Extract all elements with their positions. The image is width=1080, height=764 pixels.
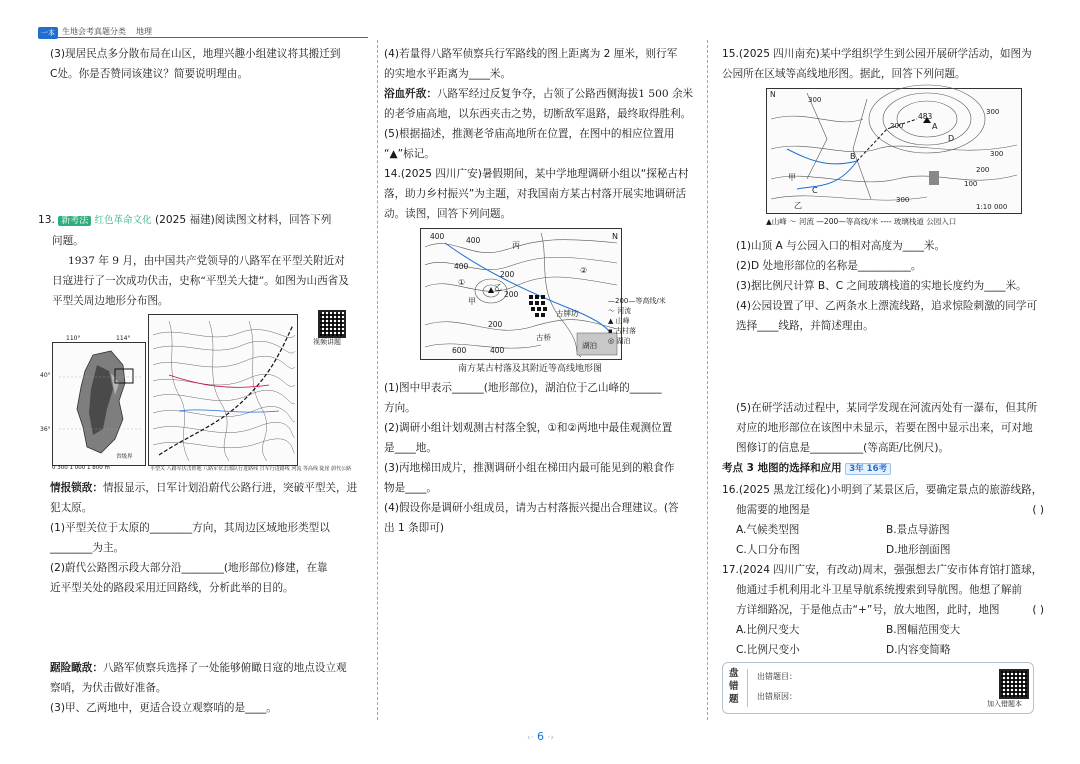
village-c600: 600 [452,346,467,355]
column-2-top [384,44,702,224]
pingxingguan-map [148,314,298,466]
park-route-yi: 乙 [794,201,802,210]
q15-intro-2: 公园所在区域等高线地形图。据此，回答下列问题。 [722,68,966,80]
q17-stem-3-row [722,600,1044,620]
pingxingguan-map-svg [149,315,297,465]
q14-number: 14. [384,168,401,180]
q17-options-row2 [722,640,1052,660]
q13-block [38,210,368,311]
hint1-line1: 情报显示，日军计划沿蔚代公路行进，突破平型关，进 [102,482,358,494]
q16-bracket: ( ) [1032,504,1044,516]
q15-questions-a [736,236,1054,336]
page-number [527,730,554,743]
q14-1-line1: (1)图中甲表示______(地形部位)，湖泊位于乙山峰的______ [384,382,662,394]
village-c400c: 400 [454,262,469,271]
shanxi-lat-40: 40° [40,372,51,379]
q14-2-line2: 是____地。 [384,442,437,454]
q13-questions-a [50,478,370,598]
park-c200a: 200 [976,166,990,174]
park-map-svg [767,89,1021,213]
hint2-line2: 察哨，为伏击做好准备。 [50,682,167,694]
village-c400d: 400 [490,346,505,355]
park-point-A: A [932,122,938,131]
q12-3-line1: (3)现居民点多分散布局在山区，地理兴趣小组建议将其搬迁到 [50,48,341,60]
q16-option-b[interactable]: B.景点导游图 [886,524,950,536]
village-c400b: 400 [466,236,481,245]
error-review-panel [722,662,1034,714]
q14-3-line2: 物是____。 [384,482,437,494]
shanxi-scale: 0 300 1 000 1 800 m [52,465,110,471]
q17-option-c[interactable]: C.比例尺变小 [736,644,800,656]
q13-questions-b [50,658,370,718]
q16-options-row1 [722,520,1052,540]
q13-1-line1: (1)平型关位于太原的________方向，其周边区域地形类型以 [50,522,330,534]
q13-2-line2: 近平型关处的路段采用迂回路线，分析此举的目的。 [50,582,294,594]
review-qr-label: 加入错题本 [987,700,1022,708]
village-legend-river: 〜 河流 [608,307,632,315]
q13-5-line2: “▲”标记。 [384,148,435,160]
shanxi-lon-110: 110° [66,335,81,342]
hint3-line1: 八路军经过反复争夺，占领了公路西侧海拔1 500 余米 [436,88,694,100]
shanxi-map-svg [53,343,145,465]
q17-stem-3: 方详细路况，于是他点击“+”号，放大地图，此时，地图 [736,604,1000,616]
q13-source-2: 问题。 [52,235,84,247]
q13-qr-label: 视频讲题 [313,338,341,346]
review-line-1[interactable]: 出错题目： [757,672,797,681]
q15-intro-1: 15.(2025 四川南充)某中学组织学生到公园开展研学活动，如图为 [722,48,1032,60]
hint1-line2: 犯太原。 [50,502,93,514]
hint1-label: 情报锁敌： [50,482,103,494]
q16-block [722,480,1052,660]
q14-intro-3: 动。读图，回答下列问题。 [384,208,512,220]
q13-source: (2025 福建)阅读图文材料，回答下列 [155,214,332,226]
review-line-2[interactable]: 出错原因： [757,692,797,701]
q17-option-d[interactable]: D.内容变简略 [886,644,951,656]
village-point-1: ① [458,278,466,287]
village-hupo: 湖泊 [582,341,597,350]
section-title [722,460,891,475]
shanxi-lat-36: 36° [40,426,51,433]
header-badge: 一本 [38,27,58,39]
shanxi-lon-114: 114° [116,335,131,342]
q13-tag: 新考法 [58,216,91,226]
park-c300b: 300 [986,108,1000,116]
hint2-label: 踞险瞰敌： [50,662,103,674]
village-legend-contour: —200—等高线/米 [608,297,666,305]
q16-option-d[interactable]: D.地形剖面图 [886,544,951,556]
village-legend-lake: ◎ 湖泊 [608,337,631,345]
village-legend-peak: ▲ 山峰 [608,317,630,325]
q15-3: (3)据比例尺计算 B、C 之间玻璃栈道的实地长度约为____米。 [736,280,1027,292]
q15-4-line1: (4)公园设置了甲、乙两条水上漂流线路，追求惊险刺激的同学可 [736,300,1038,312]
header-rule [38,37,368,38]
q16-options-row2 [722,540,1052,560]
review-label: 盘错题 [729,668,739,705]
q14-1-line2: 方向。 [384,402,416,414]
header-series: 生地会考真题分类 [62,27,126,36]
village-guqiao: 古桥 [536,333,551,342]
hint3-line2: 的老爷庙高地，以东西夹击之势，切断敌军退路，最终取得胜利。 [384,108,692,120]
q17-stem-1: 17.(2024 四川广安，有改动)周末，强强想去广安市体育馆打篮球， [722,564,1043,576]
park-legend: ▲山峰 ～ 河流 —200—等高线/米 ---- 玻璃栈道 公园入口 [766,217,957,226]
park-c100: 100 [964,180,978,188]
q13-number: 13. [38,214,55,226]
park-c300c: 300 [990,150,1004,158]
q15-intro [722,44,1052,84]
shanxi-legend: 省级界 [116,454,133,460]
hint2-line1: 八路军侦察兵选择了一处能够俯瞰日寇的地点设立观 [102,662,347,674]
pingxingguan-legend: 平型关 八路军伏击阵地 八路军伏击部队行进路线 日军行进路线 河流 等高线 陡崖 蔚代公路 [150,466,352,472]
q14-3-line1: (3)丙地梯田成片，推测调研小组在梯田内最可能见到的粮食作 [384,462,675,474]
q16-stem-1: 16.(2025 黑龙江绥化)小明到了某景区后，要确定景点的旅游线路， [722,484,1043,496]
q14-intro-2: 落，助力乡村振兴”为主题，对我国南方某古村落开展实地调研活 [384,188,687,200]
section-title-text: 考点 3 地图的选择和应用 [722,462,842,474]
park-point-D: D [948,134,955,143]
header-subject: 地理 [136,27,152,36]
village-c200a: 200 [500,270,515,279]
q13-5-line1: (5)根据描述，推测老爷庙高地所在位置，在图中的相应位置用 [384,128,675,140]
q15-2: (2)D 处地形部位的名称是__________。 [736,260,922,272]
park-scale: 1:10 000 [976,203,1008,211]
q13-theme: 红色革命文化 [94,215,152,226]
q14-2-line1: (2)调研小组计划观测古村落全貌，①和②两地中最佳观测位置 [384,422,673,434]
q15-5-line3: 图修订的信息是__________(等高距/比例尺)。 [736,442,950,454]
park-peak-height: 483 [918,112,933,121]
q14-4-line1: (4)假设你是调研小组成员，请为古村落振兴提出合理建议。(答 [384,502,679,514]
section-tag: 3年 16考 [845,463,891,475]
q15-1: (1)山顶 A 与公园入口的相对高度为____米。 [736,240,946,252]
column-divider-2 [707,40,708,720]
review-divider [747,669,748,707]
q13-4-line2: 的实地水平距离为____米。 [384,68,512,80]
village-c200b: 200 [504,290,519,299]
shanxi-map [52,342,146,466]
q17-stem-2: 他通过手机利用北斗卫星导航系统搜索到导航图。他想了解前 [736,584,1023,596]
column-1 [50,44,370,84]
page-number-right-ornament: ·› [547,733,554,743]
park-route-jia: 甲 [788,173,796,182]
q15-4-line2: 选择____线路，并简述理由。 [736,320,874,332]
q12-3-line2: C处。你是否赞同该建议？简要说明理由。 [50,68,249,80]
village-gupaifang: 古牌坊 [556,309,579,318]
village-point-2: ② [580,266,588,275]
q13-4-line1: (4)若量得八路军侦察兵行军路线的图上距离为 2 厘米，则行军 [384,48,678,60]
park-c200b: 200 [890,122,904,130]
q14-intro-1: (2025 四川广安)暑假期间，某中学地理调研小组以“探秘古村 [400,168,689,180]
q17-option-a[interactable]: A.比例尺变大 [736,624,800,636]
page-number-value: 6 [536,730,544,743]
village-c400a: 400 [430,232,445,241]
q15-5-line1: (5)在研学活动过程中，某同学发现在河流丙处有一瀑布，但其所 [736,402,1038,414]
q16-option-a[interactable]: A.气候类型图 [736,524,800,536]
village-legend [608,296,666,346]
q15-questions-b [736,398,1054,458]
review-qr-code[interactable] [999,669,1029,699]
column-divider-1 [377,40,378,720]
q17-options-row1 [722,620,1052,640]
park-map [766,88,1022,214]
village-north-arrow: N [612,232,618,241]
q13-1-line2: ________为主。 [50,542,125,554]
q14-4-line2: 出 1 条即可) [384,522,444,534]
park-c300d: 300 [896,196,910,204]
village-map-caption: 南方某古村落及其附近等高线地形图 [457,364,602,374]
park-point-B: B [850,152,856,161]
page-number-left-ornament: ‹· [527,733,534,743]
q16-stem-2: 他需要的地图是 [736,504,811,516]
q13-material-3: 平型关周边地形分布图。 [52,295,169,307]
q13-material-2: 日寇进行了一次成功伏击，史称“平型关大捷”。如图为山西省及 [52,275,349,287]
q14-questions [384,378,702,538]
q17-option-b[interactable]: B.图幅范围变大 [886,624,961,636]
q17-bracket: ( ) [1032,604,1044,616]
village-jia: 甲 [468,297,476,306]
q13-2-line1: (2)蔚代公路图示段大部分沿________(地形部位)修建，在靠 [50,562,328,574]
village-yi: 乙 [494,283,502,292]
village-legend-village: ▪ 古村落 [608,327,636,335]
q16-option-c[interactable]: C.人口分布图 [736,544,800,556]
q15-5-line2: 对应的地形部位在该图中未显示，若要在图中显示出来，可对地 [736,422,1033,434]
hint3-label: 浴血歼敌： [384,88,437,100]
q16-stem-2-row [722,500,1044,520]
park-north: N [770,90,776,99]
village-bing: 丙 [512,241,520,250]
village-c200c: 200 [488,320,503,329]
q13-material-1: 1937 年 9 月，由中国共产党领导的八路军在平型关附近对 [68,255,345,267]
q13-qr-code[interactable] [318,310,346,338]
park-point-C: C [812,186,818,195]
q13-3: (3)甲、乙两地中，更适合设立观察哨的是____。 [50,702,277,714]
park-c300a: 300 [808,96,822,104]
